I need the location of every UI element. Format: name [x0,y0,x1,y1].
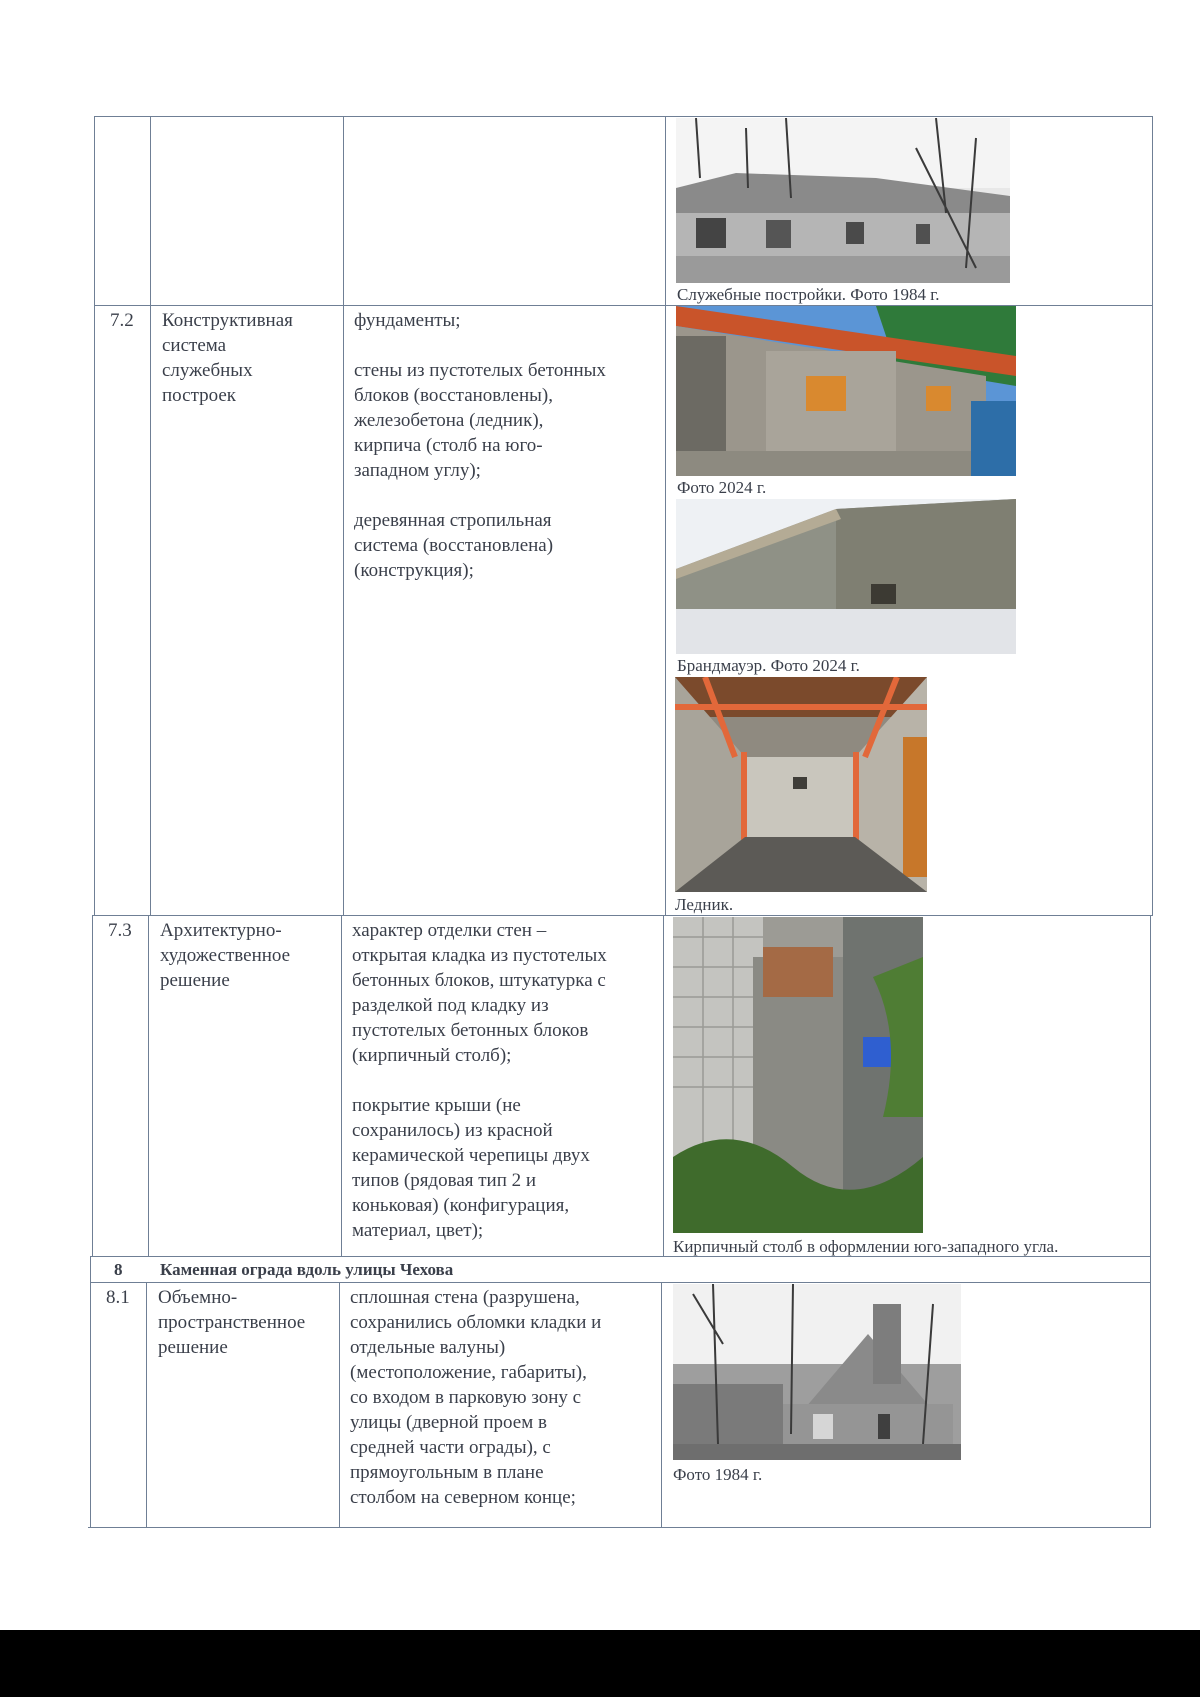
photo-icehouse [675,677,927,892]
caption-service-1984: Служебные постройки. Фото 1984 г. [677,285,940,304]
scan-bottom-edge [0,1630,1200,1697]
caption-photo-1984: Фото 1984 г. [673,1465,763,1484]
section-title: Каменная ограда вдоль улицы Чехова [160,1260,454,1279]
caption-photo-2024: Фото 2024 г. [677,478,767,497]
row-description: сплошная стена (разрушена, сохранились обломки кладки и отдельные валуны) (местоположение, габариты), со входом в парковую зону с улицы (дверной проем в средней части ограды), с прямоугольным в плане столбом на северном конце; [350,1287,602,1508]
photo-service-buildings-1984 [676,118,1010,283]
row-number: 7.3 [108,920,132,941]
col-line [1152,116,1153,916]
col-line [94,116,95,916]
row-name: Конструктивная система служебных построек [162,310,293,406]
col-line [343,116,344,916]
row-description: фундаменты; стены из пустотелых бетонных блоков (восстановлены), железобетона (ледник), кирпича (столб на юго- западном углу); деревянная стропильная система (восстановлена) (конструкция); [354,310,606,581]
col-line [665,116,666,916]
caption-brick-pillar: Кирпичный столб в оформлении юго-западного угла. [673,1237,1059,1256]
row-description: характер отделки стен – открытая кладка из пустотелых бетонных блоков, штукатурка с разделкой под кладку из пустотелых бетонных блоков (кирпичный столб); покрытие крыши (не сохранилось) из красной керамической черепицы двух типов (рядовая тип 2 и коньковая) (конфигурация, материал, цвет); [352,920,607,1241]
row-divider [90,1282,1150,1283]
table-border-bottom [88,1527,1150,1528]
col-line [661,1282,662,1528]
photo-fence-1984 [673,1284,961,1460]
col-line [663,915,664,1257]
col-line [1150,915,1151,1528]
col-line [148,915,149,1257]
section-number: 8 [114,1260,123,1279]
col-line [92,915,93,1257]
photo-firewall-2024 [676,499,1016,654]
row-number: 7.2 [110,310,134,331]
col-line [150,116,151,916]
row-name: Объемно- пространственное решение [158,1287,306,1358]
col-line [341,915,342,1257]
caption-firewall-2024: Брандмауэр. Фото 2024 г. [677,656,860,675]
photo-buildings-2024 [676,306,1016,476]
photo-brick-pillar [673,917,923,1233]
col-line [146,1282,147,1528]
row-name: Архитектурно- художественное решение [160,920,291,991]
col-line [339,1282,340,1528]
caption-icehouse: Ледник. [675,895,734,914]
row-divider [92,915,1152,916]
col-line [90,1256,91,1528]
row-number: 8.1 [106,1287,130,1308]
table-border-top [94,116,1152,117]
